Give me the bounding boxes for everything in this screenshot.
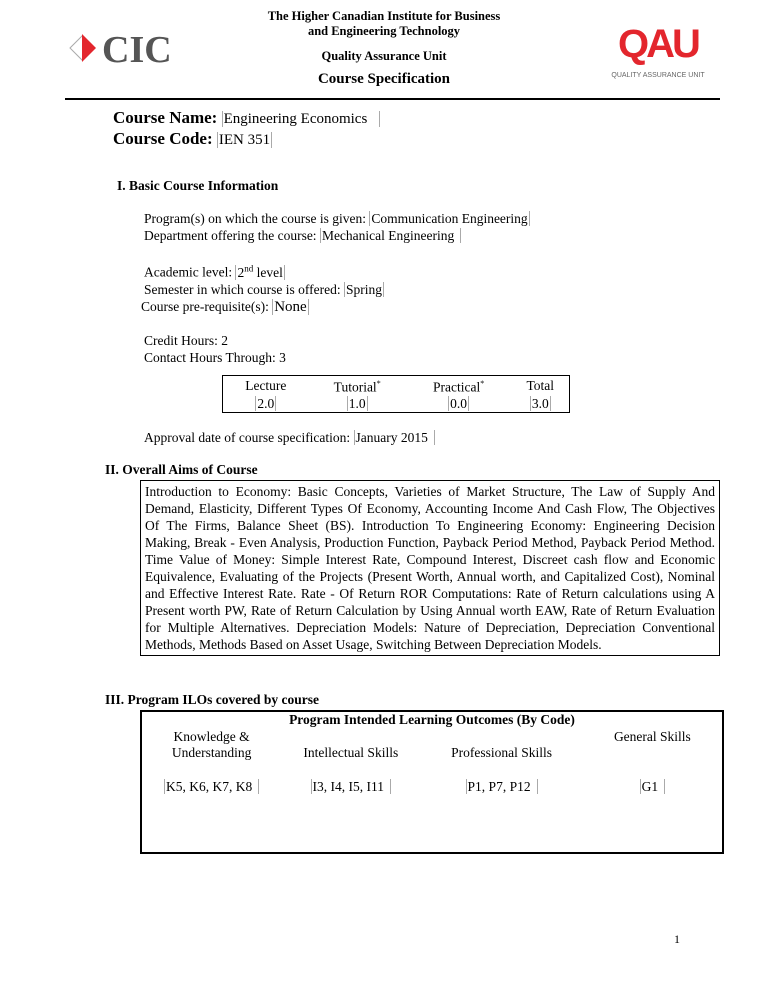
approval-value: January 2015 (354, 430, 435, 445)
hours-header: Lecture (245, 377, 287, 393)
course-name-value: Engineering Economics (222, 111, 381, 127)
section2-heading: II. Overall Aims of Course (105, 462, 258, 477)
qau-logo-caption: QUALITY ASSURANCE UNIT (611, 72, 705, 79)
semester-label: Semester in which course is offered: (144, 281, 341, 297)
dept-label: Department offering the course: (144, 228, 317, 243)
ilo-col-value: P1, P7, P12 (466, 779, 538, 794)
credit-hours: Credit Hours: 2 (144, 332, 228, 348)
course-code-row (113, 129, 380, 150)
cic-logo (68, 30, 218, 68)
approval-label: Approval date of course specification: (144, 430, 351, 445)
hours-header: Tutorial* (333, 379, 381, 395)
programs-label: Program(s) on which the course is given: (144, 211, 366, 226)
ilo-col-header: Professional Skills (451, 745, 553, 760)
course-code-label: Course Code: (113, 129, 213, 148)
prereq-value: None (274, 298, 307, 315)
institute-name-line2: and Engineering Technology (307, 24, 461, 38)
course-name-label: Course Name: (113, 108, 218, 127)
hours-value: 3.0 (531, 395, 549, 411)
course-code-value: IEN 351 (218, 132, 271, 148)
prereq-label: Course pre-requisite(s): (141, 298, 269, 314)
header-rule (65, 98, 720, 100)
programs-value: Communication Engineering (371, 211, 528, 226)
ilo-col-header: General Skills (613, 729, 691, 744)
doc-title: Course Specification (317, 71, 451, 87)
hours-header: Practical* (433, 379, 485, 395)
dept-value: Mechanical Engineering (320, 228, 461, 243)
institute-name-line1: The Higher Canadian Institute for Business (267, 9, 501, 23)
ilo-col-value: I3, I4, I5, I11 (311, 779, 391, 794)
hours-table (222, 375, 570, 413)
hours-value: 2.0 (257, 395, 275, 411)
section1-heading: I. Basic Course Information (117, 178, 279, 193)
ilo-table (140, 710, 724, 854)
qau-logo-text: QAU (618, 22, 698, 66)
semester-value: Spring (345, 281, 382, 297)
contact-hours: Contact Hours Through: 3 (144, 349, 286, 365)
hours-header: Total (526, 377, 555, 393)
cic-logo-text: CIC (102, 30, 172, 68)
section3-heading: III. Program ILOs covered by course (105, 692, 319, 707)
hours-value: 0.0 (450, 395, 468, 411)
course-aims-text: Introduction to Economy: Basic Concepts, Varieties of Market Structure, The Law of Supply And Demand, Elasticity, Different Types Of Economy, Accounting Income And Cash Flow, The Objectives Of The Firms, Balance Sheet (BS). Introduction To Engineering Economy: Engineering Decision Making, Break - Even Analysis, Production Function, Payback Period Method, Payback Period Method. Time Value of Money: Simple Interest Rate, Compound Interest, Discreet cash flow and Economic Equivalence, Evaluating of the Projects (Present Worth, Annual worth, and Capitalized Cost), Nominal and Effective Interest Rate. Rate - Of Return ROR Computations: Rate of Return calculations using A Present worth PW, Rate of Return Calculation by Using Annual worth EAW, Rate of Return Evaluation for Multiple Alternatives. Depreciation Models: Nature of Depreciation, Depreciation Conventional Methods, Methods Based on Asset Usage, Switching Between Depreciation Models. (140, 480, 720, 656)
page-number: 1 (674, 932, 680, 946)
ilo-col-header: Intellectual Skills (303, 745, 399, 760)
ilo-col-header: Knowledge & Understanding (171, 729, 252, 760)
level-value: 2nd level (237, 263, 283, 280)
unit-name: Quality Assurance Unit (321, 49, 447, 63)
hours-value: 1.0 (348, 395, 366, 411)
ilo-col-value: K5, K6, K7, K8 (164, 779, 259, 794)
ilo-col-value: G1 (640, 779, 666, 794)
course-name-row (113, 108, 380, 129)
level-label: Academic level: (144, 264, 233, 280)
qau-logo (598, 22, 718, 79)
ilo-table-title: Program Intended Learning Outcomes (By Code) (289, 712, 575, 727)
